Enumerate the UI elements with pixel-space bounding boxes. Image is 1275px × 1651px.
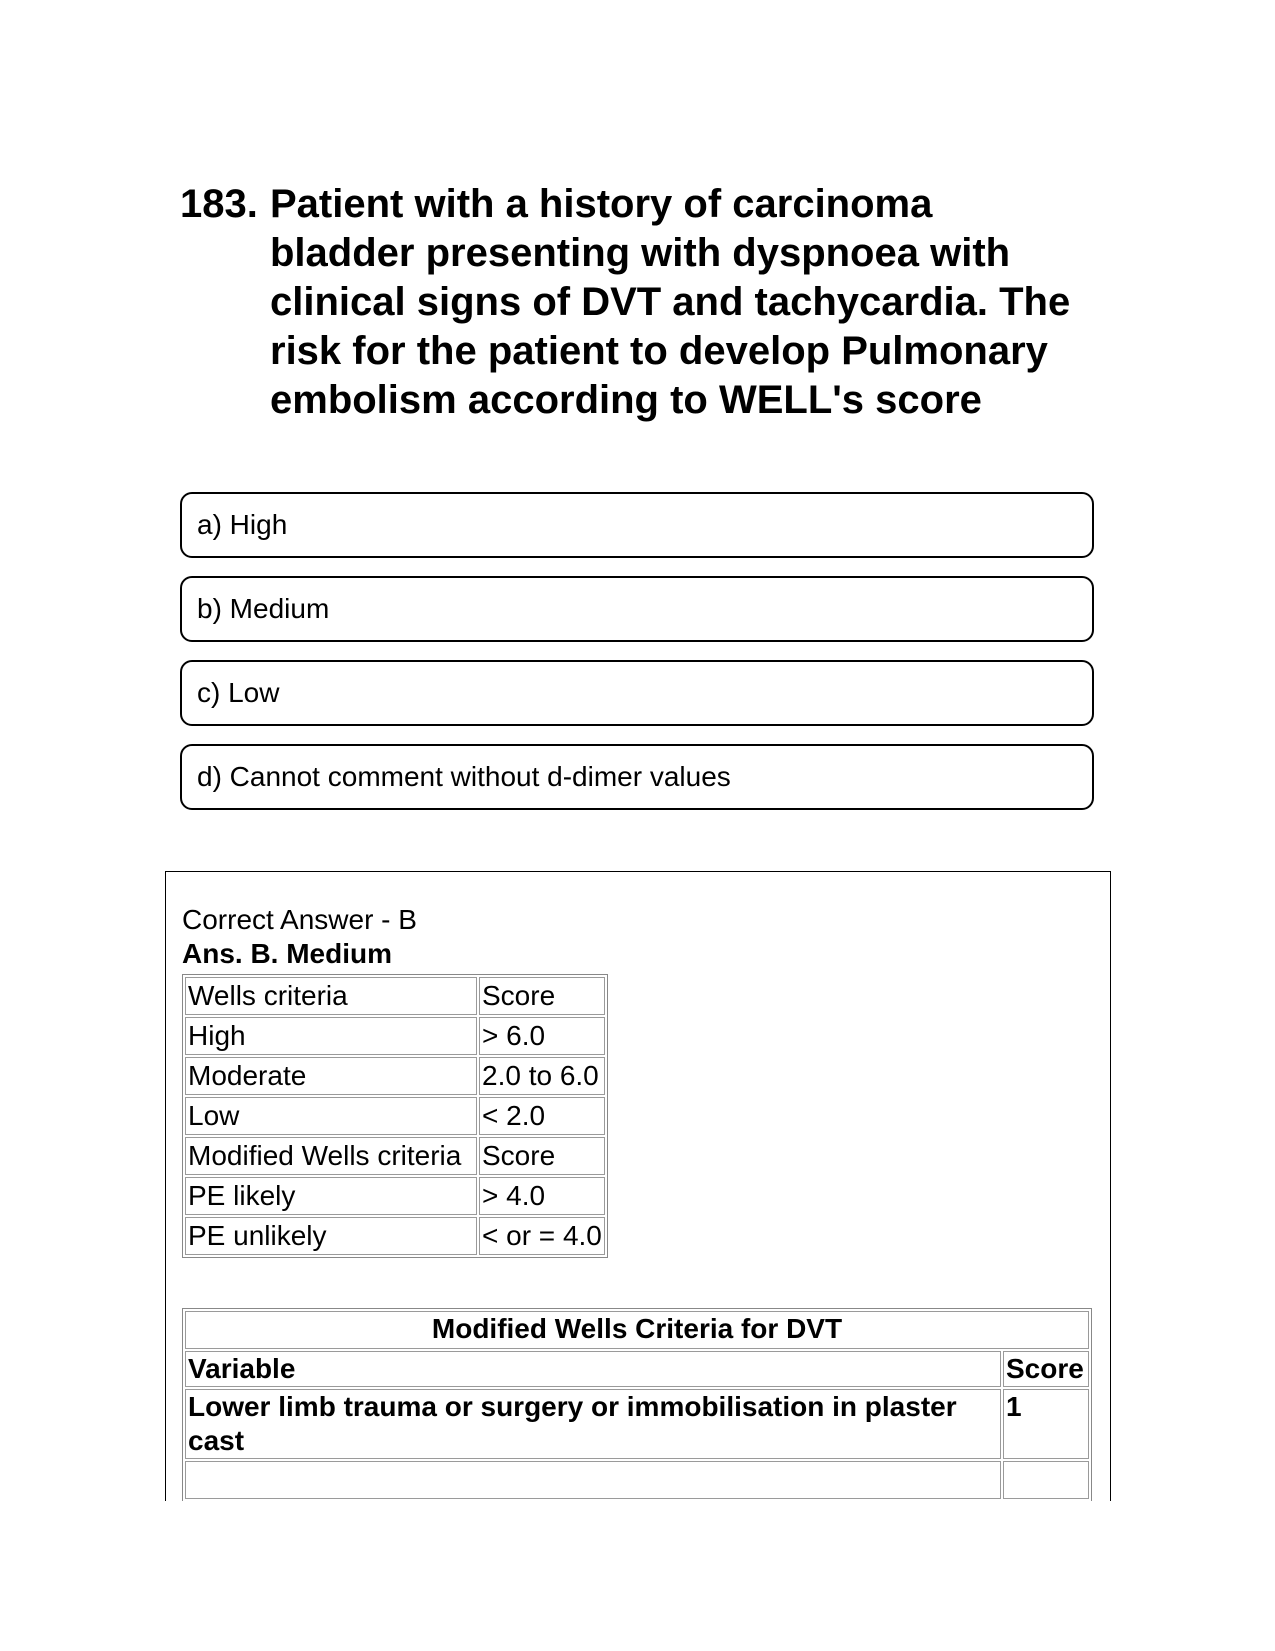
table-cell: < or = 4.0 (479, 1217, 605, 1255)
correct-answer-line: Correct Answer - B (182, 904, 417, 935)
option-c[interactable]: c) Low (180, 660, 1094, 726)
table-row (185, 1057, 605, 1095)
column-header-score: Score (1003, 1351, 1089, 1387)
answer-explanation (165, 871, 1111, 1501)
table-row (185, 1217, 605, 1255)
table-cell: Score (479, 977, 605, 1015)
question (180, 180, 1080, 425)
modified-wells-dvt-table (182, 1308, 1092, 1501)
table-row (185, 1177, 605, 1215)
table-cell: Wells criteria (185, 977, 477, 1015)
column-header-variable: Variable (185, 1351, 1001, 1387)
table-cell (1003, 1461, 1089, 1499)
table-row (185, 1137, 605, 1175)
option-a[interactable]: a) High (180, 492, 1094, 558)
table-row (185, 977, 605, 1015)
table-cell (185, 1461, 1001, 1499)
table-cell: Low (185, 1097, 477, 1135)
table-cell: Score (479, 1137, 605, 1175)
table-cell: High (185, 1017, 477, 1055)
table-row (185, 1097, 605, 1135)
table-cell: 2.0 to 6.0 (479, 1057, 605, 1095)
table-title-row (185, 1311, 1089, 1349)
table-title: Modified Wells Criteria for DVT (185, 1311, 1089, 1349)
table-cell: < 2.0 (479, 1097, 605, 1135)
table-cell: Modified Wells criteria (185, 1137, 477, 1175)
option-b[interactable]: b) Medium (180, 576, 1094, 642)
option-d[interactable]: d) Cannot comment without d-dimer values (180, 744, 1094, 810)
table-cell: Moderate (185, 1057, 477, 1095)
table-cell: 1 (1003, 1389, 1089, 1459)
table-cell: PE unlikely (185, 1217, 477, 1255)
question-number: 183. (180, 182, 258, 226)
wells-criteria-table (182, 974, 608, 1258)
table-row (185, 1461, 1089, 1499)
question-text: Patient with a history of carcinoma bladder presenting with dyspnoea with clinical signs of DVT and tachycardia. The risk for the patient to develop Pulmonary embolism according to WELL's score (270, 182, 1071, 422)
table-cell: > 6.0 (479, 1017, 605, 1055)
table-header-row (185, 1351, 1089, 1387)
table-cell: > 4.0 (479, 1177, 605, 1215)
answer-heading: Ans. B. Medium (182, 938, 393, 969)
table-cell: PE likely (185, 1177, 477, 1215)
table-cell: Lower limb trauma or surgery or immobilisation in plaster cast (185, 1389, 1001, 1459)
table-row (185, 1017, 605, 1055)
table-row (185, 1389, 1089, 1459)
